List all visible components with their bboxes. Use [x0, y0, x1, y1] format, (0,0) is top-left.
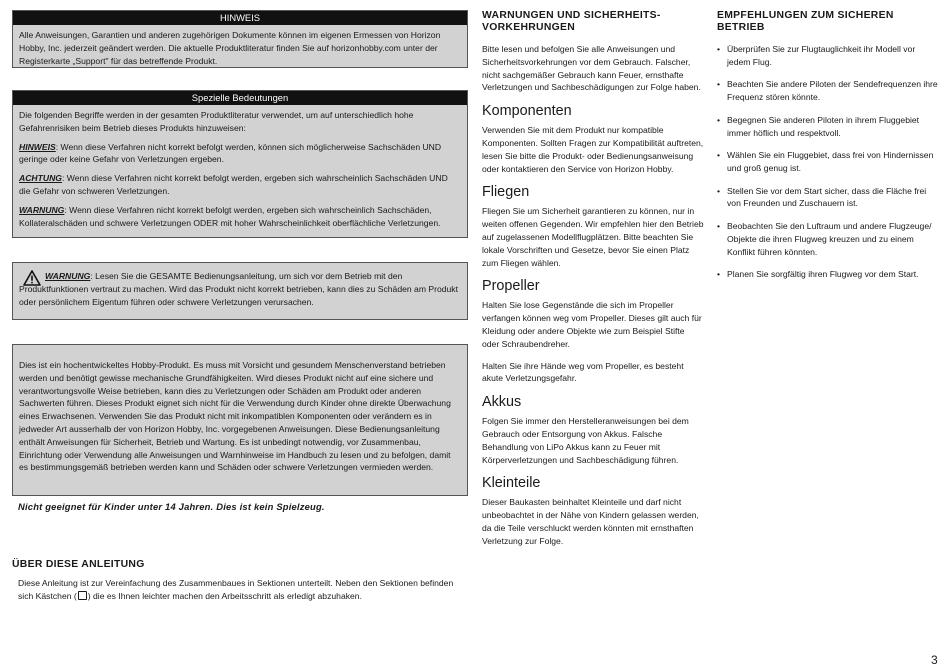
meanings-box: [12, 90, 468, 238]
about-heading: ÜBER DIESE ANLEITUNG: [12, 559, 145, 570]
list-item: • Beobachten Sie den Luftraum und andere Flugzeuge/ Objekte die ihren Flugweg kreuzen und zu einem Konflikt führen könnten.: [717, 220, 939, 258]
warning-triangle-icon: [23, 270, 41, 286]
meaning-hinweis: [19, 141, 461, 167]
section-komponenten-text: Verwenden Sie mit dem Produkt nur kompatible Komponenten. Sollten Fragen zur Kompatibilität auftreten, lesen Sie bitte die Produkt- oder Bedienungsanweisung oder kontaktieren den Service von Horizon Hobby.: [482, 125, 704, 174]
section-kleinteile-text: Dieser Baukasten beinhaltet Kleinteile und darf nicht unbeobachtet in der Nähe von Kindern gelassen werden, da die Teile verschluckt werden könnten mit ernsthaften Verletzung zur Folge.: [482, 497, 699, 546]
list-item: • Stellen Sie vor dem Start sicher, dass die Fläche frei von Freunden und Zuschauern ist.: [717, 185, 939, 211]
info-text: Dies ist ein hochentwickeltes Hobby-Produkt. Es muss mit Vorsicht und gesundem Menschenverstand betrieben werden und benötigt gewisse mechanische Grundfähigkeiten. Wird dieses Produkt nicht auf eine sichere und verantwortungsvolle Weise betrieben, kann dies zu Verletzungen oder Schäden am Produkt oder anderen Sachwerten führen. Dieses Produkt eignet sich nicht für die Verwendung durch Kinder ohne direkte Überwachung eines Erwachsenen. Verwenden Sie das Produkt nicht mit inkompatiblen Komponenten oder verändern es in jedweder Art ausserhalb der von Horizon Hobby, Inc. vorgegebenen Anweisungen. Diese Bedienungsanleitung enthält Anweisungen für Sicherheit, Betrieb und Wartung. Es ist unbedingt notwendig, vor Zusammenbau, Einrichtung oder Verwendung alle Anweisungen und Warnhinweise im Handbuch zu lesen und zu befolgen, damit es bestimmungsgemäß betrieben werden kann und Schäden oder schwere Verletzungen vermieden werden.: [19, 360, 451, 473]
meaning-achtung: [19, 172, 461, 198]
hinweis-box: [12, 10, 468, 68]
warning-body: : Lesen Sie die GESAMTE Bedienungsanleitung, um sich vor dem Betrieb mit den Produktfunktionen vertraut zu machen. Wird das Produkt nicht korrekt betrieben, kann dies zu Schäden am Produkt oder persönlichem Eigentum führen oder schwere Verletzungen verursachen.: [19, 271, 458, 307]
meaning-text-warnung: : Wenn diese Verfahren nicht korrekt befolgt werden, ergeben sich wahrscheinlich Sachschäden, Kollateralschäden und schwere Verletzungen ODER mit hoher Wahrscheinlichkeit oberflächliche Verletzungen.: [19, 204, 441, 228]
list-item: • Begegnen Sie anderen Piloten in ihrem Fluggebiet immer höflich und respektvoll.: [717, 114, 939, 140]
section-fliegen-text: Fliegen Sie um Sicherheit garantieren zu können, nur in weiten offenen Gegenden. Wir empfehlen hier den Betrieb auf zugelassenen Modellflugplätzen. Bitte beachten Sie lokale Vorschriften und Gesetze, bevor Sie einen Platz zum Fliegen wählen.: [482, 206, 704, 268]
about-text-after: ) die es Ihnen leichter machen den Arbeitsschritt als erledigt abzuhaken.: [87, 590, 362, 601]
meanings-intro: Die folgenden Begriffe werden in der gesamten Produktliteratur verwendet, um auf unterschiedlich hohe Gefahrenrisiken beim Betrieb dieses Produkts hinzuweisen:: [19, 110, 414, 133]
meaning-term-achtung: ACHTUNG: [19, 173, 62, 184]
section-propeller-text-1: Halten Sie lose Gegenstände die sich im Propeller verfangen können weg vom Propeller. Dieses gilt auch für Kleidung oder andere Objekte wie zum Beispiel Stifte oder Schraubendreher.: [482, 300, 702, 349]
section-kleinteile-title: Kleinteile: [482, 475, 541, 492]
right-column: [717, 10, 939, 291]
about-text-before: Diese Anleitung ist zur Vereinfachung des Zusammenbaues in Sektionen unterteilt. Neben den Sektionen befinden sich Kästchen (: [18, 578, 454, 601]
checkbox-icon: [78, 591, 87, 600]
meaning-term-warnung: WARNUNG: [19, 204, 65, 215]
meaning-text-achtung: : Wenn diese Verfahren nicht korrekt befolgt werden, ergeben sich wahrscheinlich Sachschäden UND die Gefahr von schweren Verletzungen.: [19, 173, 448, 196]
meaning-term-hinweis: HINWEIS: [19, 141, 56, 152]
hinweis-box-text: Alle Anweisungen, Garantien und anderen zugehörigen Dokumente können im eigenen Ermessen von Horizon Hobby, Inc. jederzeit geändert werden. Die aktuelle Produktliteratur finden Sie auf horizonhobby.com unter der Registerkarte „Support" für das betreffende Produkt.: [19, 30, 441, 66]
list-item: • Planen Sie sorgfältig ihren Flugweg vor dem Start.: [717, 268, 939, 281]
children-note: Nicht geeignet für Kinder unter 14 Jahren. Dies ist kein Spielzeug.: [18, 501, 325, 512]
meanings-box-title: Spezielle Bedeutungen: [13, 91, 467, 105]
list-item: • Wählen Sie ein Fluggebiet, dass frei von Hindernissen und groß genug ist.: [717, 149, 939, 175]
section-propeller-text-2: Halten Sie ihre Hände weg vom Propeller, es besteht akute Verletzungsgefahr.: [482, 360, 684, 384]
meaning-warnung: [19, 204, 461, 230]
list-item: • Überprüfen Sie zur Flugtauglichkeit ihr Modell vor jedem Flug.: [717, 43, 939, 69]
warning-box: [12, 262, 468, 320]
section-akkus-text: Folgen Sie immer den Herstelleranweisungen bei dem Gebrauch oder Entsorgung von Akkus. Falsche Behandlung von LiPo Akkus kann zu Feuer mit Körperverletzungen und Sachbeschädigung führen.: [482, 416, 689, 465]
warning-term: WARNUNG: [45, 271, 91, 281]
warning-text: [19, 270, 461, 308]
list-item: • Beachten Sie andere Piloten der Sendefrequenzen ihre Frequenz stören könnte.: [717, 78, 939, 104]
hinweis-box-title: HINWEIS: [13, 11, 467, 25]
about-text: [18, 577, 468, 603]
page-number: 3: [931, 653, 938, 667]
middle-column: [482, 10, 704, 557]
safety-heading: WARNUNGEN UND SICHERHEITS-VORKEHRUNGEN: [482, 10, 661, 33]
section-fliegen-title: Fliegen: [482, 184, 530, 201]
recommendations-heading: EMPFEHLUNGEN ZUM SICHEREN BETRIEB: [717, 10, 894, 33]
warning-row: [19, 270, 461, 308]
meaning-text-hinweis: : Wenn diese Verfahren nicht korrekt befolgt werden, können sich möglicherweise Sachschäden UND geringe oder keine Gefahr von Verletzungen ergeben.: [19, 141, 442, 165]
safety-intro: Bitte lesen und befolgen Sie alle Anweisungen und Sicherheitsvorkehrungen vor dem Gebrauch. Falscher, nicht sachgemäßer Gebrauch kann Feuer, ernsthafte Verletzungen und Sachbeschädigungen zur Folge haben.: [482, 44, 701, 93]
recommendations-list: [717, 43, 939, 281]
section-komponenten-title: Komponenten: [482, 103, 572, 120]
section-akkus-title: Akkus: [482, 394, 522, 411]
info-box: [12, 344, 468, 496]
section-propeller-title: Propeller: [482, 278, 540, 295]
